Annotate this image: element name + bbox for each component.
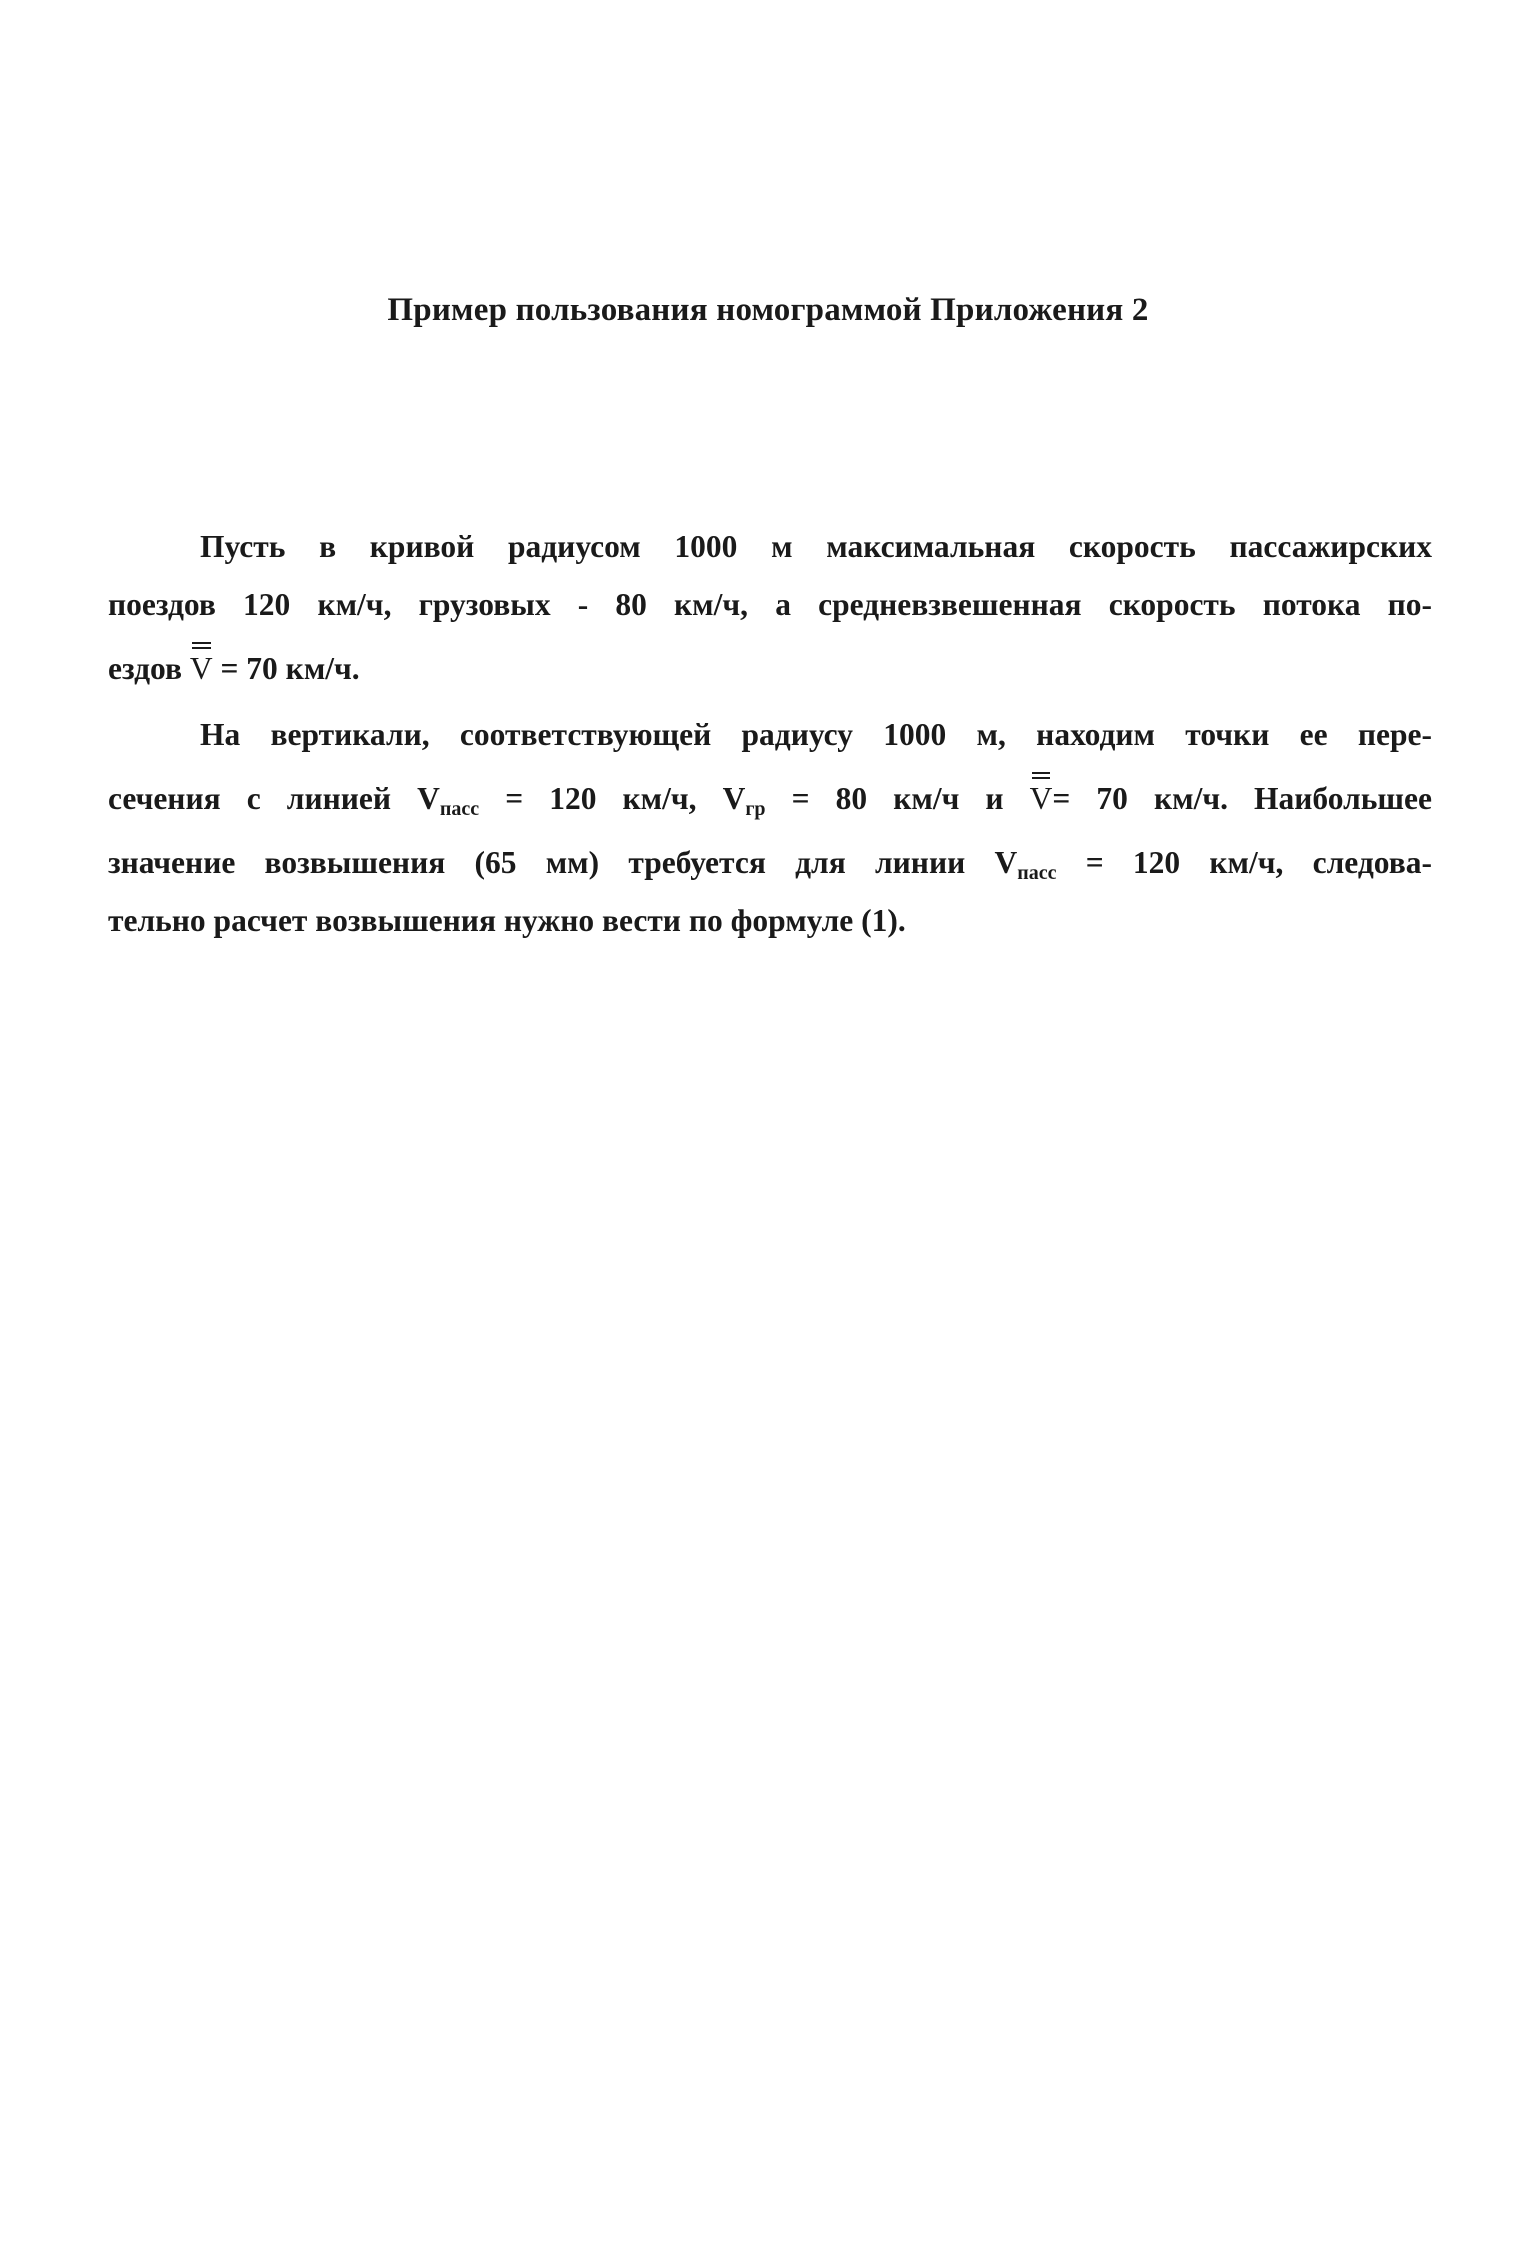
- paragraph-example-conditions: [108, 518, 1432, 704]
- weighted-speed-symbol: V: [1030, 764, 1053, 834]
- paragraph2-line1: На вертикали, соответствующей радиусу 1000 м, находим точки ее пере-: [200, 717, 1432, 752]
- weighted-speed-symbol: V: [190, 634, 213, 704]
- page-title: Пример пользования номограммой Приложения 2: [387, 292, 1149, 328]
- paragraph2-line2: сечения с линией $V_{пасс} = 120$ км/ч, $V_{гр} = 80$ км/ч и V= 70 км/ч. Наибольшее: [108, 764, 1432, 834]
- subscript-pass: пасс: [439, 798, 480, 820]
- paragraph1-line3: ездов V = 70 км/ч.: [108, 634, 1432, 704]
- paragraph2-line3: значение возвышения (65 мм) требуется для линии $V_{пасс} = 120$ км/ч, следова-: [108, 845, 1432, 884]
- paragraph1-line1: Пусть в кривой радиусом 1000 м максимальная скорость пассажирских: [200, 529, 1432, 564]
- paragraph-nomogram-procedure: [108, 706, 1432, 950]
- paragraph1-line2: поездов 120 км/ч, грузовых - 80 км/ч, а средневзвешенная скорость потока по-: [108, 587, 1432, 622]
- subscript-pass: пасс: [1017, 862, 1057, 884]
- paragraph2-line4: тельно расчет возвышения нужно вести по формуле (1).: [108, 903, 906, 938]
- subscript-gr: гр: [745, 798, 766, 820]
